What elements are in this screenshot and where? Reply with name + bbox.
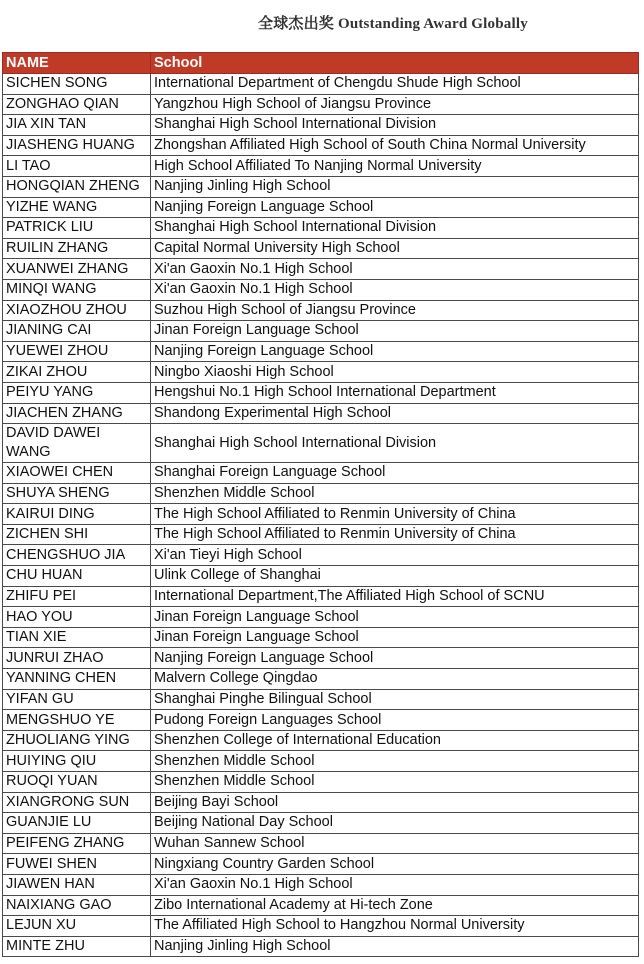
student-name-cell: PATRICK LIU [3, 218, 151, 239]
table-row [3, 483, 639, 504]
student-name-cell: YIFAN GU [3, 689, 151, 710]
student-name-cell: JIANING CAI [3, 321, 151, 342]
table-row [3, 895, 639, 916]
school-cell: Suzhou High School of Jiangsu Province [151, 300, 639, 321]
award-table [2, 52, 639, 957]
school-cell: Shanghai Foreign Language School [151, 463, 639, 484]
school-cell: Jinan Foreign Language School [151, 607, 639, 628]
student-name-cell: MINTE ZHU [3, 936, 151, 957]
table-row [3, 218, 639, 239]
school-cell: Shenzhen Middle School [151, 751, 639, 772]
student-name-cell: JIAWEN HAN [3, 874, 151, 895]
student-name-cell: YUEWEI ZHOU [3, 341, 151, 362]
table-row [3, 403, 639, 424]
school-cell: Shanghai High School International Division [151, 218, 639, 239]
student-name-cell: YIZHE WANG [3, 197, 151, 218]
student-name-cell: JIA XIN TAN [3, 115, 151, 136]
table-row [3, 813, 639, 834]
table-row [3, 463, 639, 484]
school-cell: The High School Affiliated to Renmin University of China [151, 504, 639, 525]
table-row [3, 710, 639, 731]
table-row [3, 627, 639, 648]
school-cell: Nanjing Jinling High School [151, 176, 639, 197]
student-name-cell: HONGQIAN ZHENG [3, 176, 151, 197]
table-row [3, 259, 639, 280]
school-cell: Shenzhen College of International Education [151, 730, 639, 751]
table-row [3, 730, 639, 751]
student-name-cell: RUOQI YUAN [3, 772, 151, 793]
school-cell: Shenzhen Middle School [151, 772, 639, 793]
student-name-cell: NAIXIANG GAO [3, 895, 151, 916]
table-row [3, 689, 639, 710]
school-cell: Hengshui No.1 High School International Department [151, 382, 639, 403]
student-name-cell: HAO YOU [3, 607, 151, 628]
table-row [3, 772, 639, 793]
school-cell: Ulink College of Shanghai [151, 566, 639, 587]
column-header-school: School [151, 53, 639, 74]
school-cell: Nanjing Jinling High School [151, 936, 639, 957]
school-cell: International Department of Chengdu Shude High School [151, 74, 639, 95]
school-cell: Ningxiang Country Garden School [151, 854, 639, 875]
school-cell: High School Affiliated To Nanjing Normal University [151, 156, 639, 177]
student-name-cell: CHU HUAN [3, 566, 151, 587]
table-row [3, 792, 639, 813]
student-name-cell: RUILIN ZHANG [3, 238, 151, 259]
school-cell: Wuhan Sannew School [151, 833, 639, 854]
student-name-cell: XIAOZHOU ZHOU [3, 300, 151, 321]
school-cell: Zhongshan Affiliated High School of South China Normal University [151, 135, 639, 156]
school-cell: Beijing Bayi School [151, 792, 639, 813]
school-cell: Zibo International Academy at Hi-tech Zone [151, 895, 639, 916]
student-name-cell: ZHUOLIANG YING [3, 730, 151, 751]
student-name-cell: PEIYU YANG [3, 382, 151, 403]
student-name-cell: GUANJIE LU [3, 813, 151, 834]
school-cell: Nanjing Foreign Language School [151, 197, 639, 218]
school-cell: Yangzhou High School of Jiangsu Province [151, 94, 639, 115]
table-row [3, 669, 639, 690]
table-row [3, 176, 639, 197]
student-name-cell: XIAOWEI CHEN [3, 463, 151, 484]
school-cell: Pudong Foreign Languages School [151, 710, 639, 731]
student-name-cell: ZHIFU PEI [3, 586, 151, 607]
student-name-cell: LEJUN XU [3, 916, 151, 937]
student-name-cell: ZICHEN SHI [3, 524, 151, 545]
table-row [3, 94, 639, 115]
student-name-cell: MENGSHUO YE [3, 710, 151, 731]
table-row [3, 936, 639, 957]
table-row [3, 115, 639, 136]
table-body [3, 74, 639, 957]
student-name-cell: ZIKAI ZHOU [3, 362, 151, 383]
student-name-cell: TIAN XIE [3, 627, 151, 648]
table-row [3, 424, 639, 463]
table-row [3, 238, 639, 259]
student-name-cell: KAIRUI DING [3, 504, 151, 525]
school-cell: The Affiliated High School to Hangzhou Normal University [151, 916, 639, 937]
school-cell: Shandong Experimental High School [151, 403, 639, 424]
school-cell: Malvern College Qingdao [151, 669, 639, 690]
column-header-name: NAME [3, 53, 151, 74]
school-cell: Capital Normal University High School [151, 238, 639, 259]
table-row [3, 854, 639, 875]
table-row [3, 524, 639, 545]
student-name-cell: FUWEI SHEN [3, 854, 151, 875]
table-row [3, 916, 639, 937]
student-name-cell: JIASHENG HUANG [3, 135, 151, 156]
school-cell: Jinan Foreign Language School [151, 321, 639, 342]
school-cell: Xi'an Gaoxin No.1 High School [151, 259, 639, 280]
table-row [3, 874, 639, 895]
table-row [3, 833, 639, 854]
student-name-cell: MINQI WANG [3, 279, 151, 300]
table-row [3, 74, 639, 95]
school-cell: Shanghai High School International Division [151, 424, 639, 463]
school-cell: Nanjing Foreign Language School [151, 648, 639, 669]
school-cell: Shanghai Pinghe Bilingual School [151, 689, 639, 710]
page-title: 全球杰出奖 Outstanding Award Globally [258, 16, 528, 32]
table-row [3, 566, 639, 587]
table-row [3, 135, 639, 156]
school-cell: Beijing National Day School [151, 813, 639, 834]
table-row [3, 156, 639, 177]
table-row [3, 545, 639, 566]
school-cell: Nanjing Foreign Language School [151, 341, 639, 362]
student-name-cell: SHUYA SHENG [3, 483, 151, 504]
student-name-cell: LI TAO [3, 156, 151, 177]
table-row [3, 607, 639, 628]
student-name-cell: XUANWEI ZHANG [3, 259, 151, 280]
student-name-cell: JUNRUI ZHAO [3, 648, 151, 669]
table-row [3, 321, 639, 342]
table-header-row [3, 53, 639, 74]
student-name-cell: SICHEN SONG [3, 74, 151, 95]
school-cell: Xi'an Gaoxin No.1 High School [151, 874, 639, 895]
table-row [3, 751, 639, 772]
school-cell: Ningbo Xiaoshi High School [151, 362, 639, 383]
student-name-cell: DAVID DAWEI WANG [3, 424, 151, 463]
school-cell: Xi'an Gaoxin No.1 High School [151, 279, 639, 300]
table-row [3, 197, 639, 218]
table-row [3, 341, 639, 362]
table-row [3, 648, 639, 669]
school-cell: International Department,The Affiliated High School of SCNU [151, 586, 639, 607]
table-row [3, 279, 639, 300]
student-name-cell: CHENGSHUO JIA [3, 545, 151, 566]
table-row [3, 362, 639, 383]
table-row [3, 586, 639, 607]
table-row [3, 300, 639, 321]
student-name-cell: PEIFENG ZHANG [3, 833, 151, 854]
student-name-cell: XIANGRONG SUN [3, 792, 151, 813]
table-row [3, 504, 639, 525]
school-cell: Jinan Foreign Language School [151, 627, 639, 648]
school-cell: Shanghai High School International Division [151, 115, 639, 136]
table-row [3, 382, 639, 403]
student-name-cell: ZONGHAO QIAN [3, 94, 151, 115]
student-name-cell: HUIYING QIU [3, 751, 151, 772]
school-cell: The High School Affiliated to Renmin University of China [151, 524, 639, 545]
student-name-cell: JIACHEN ZHANG [3, 403, 151, 424]
student-name-cell: YANNING CHEN [3, 669, 151, 690]
school-cell: Shenzhen Middle School [151, 483, 639, 504]
school-cell: Xi'an Tieyi High School [151, 545, 639, 566]
